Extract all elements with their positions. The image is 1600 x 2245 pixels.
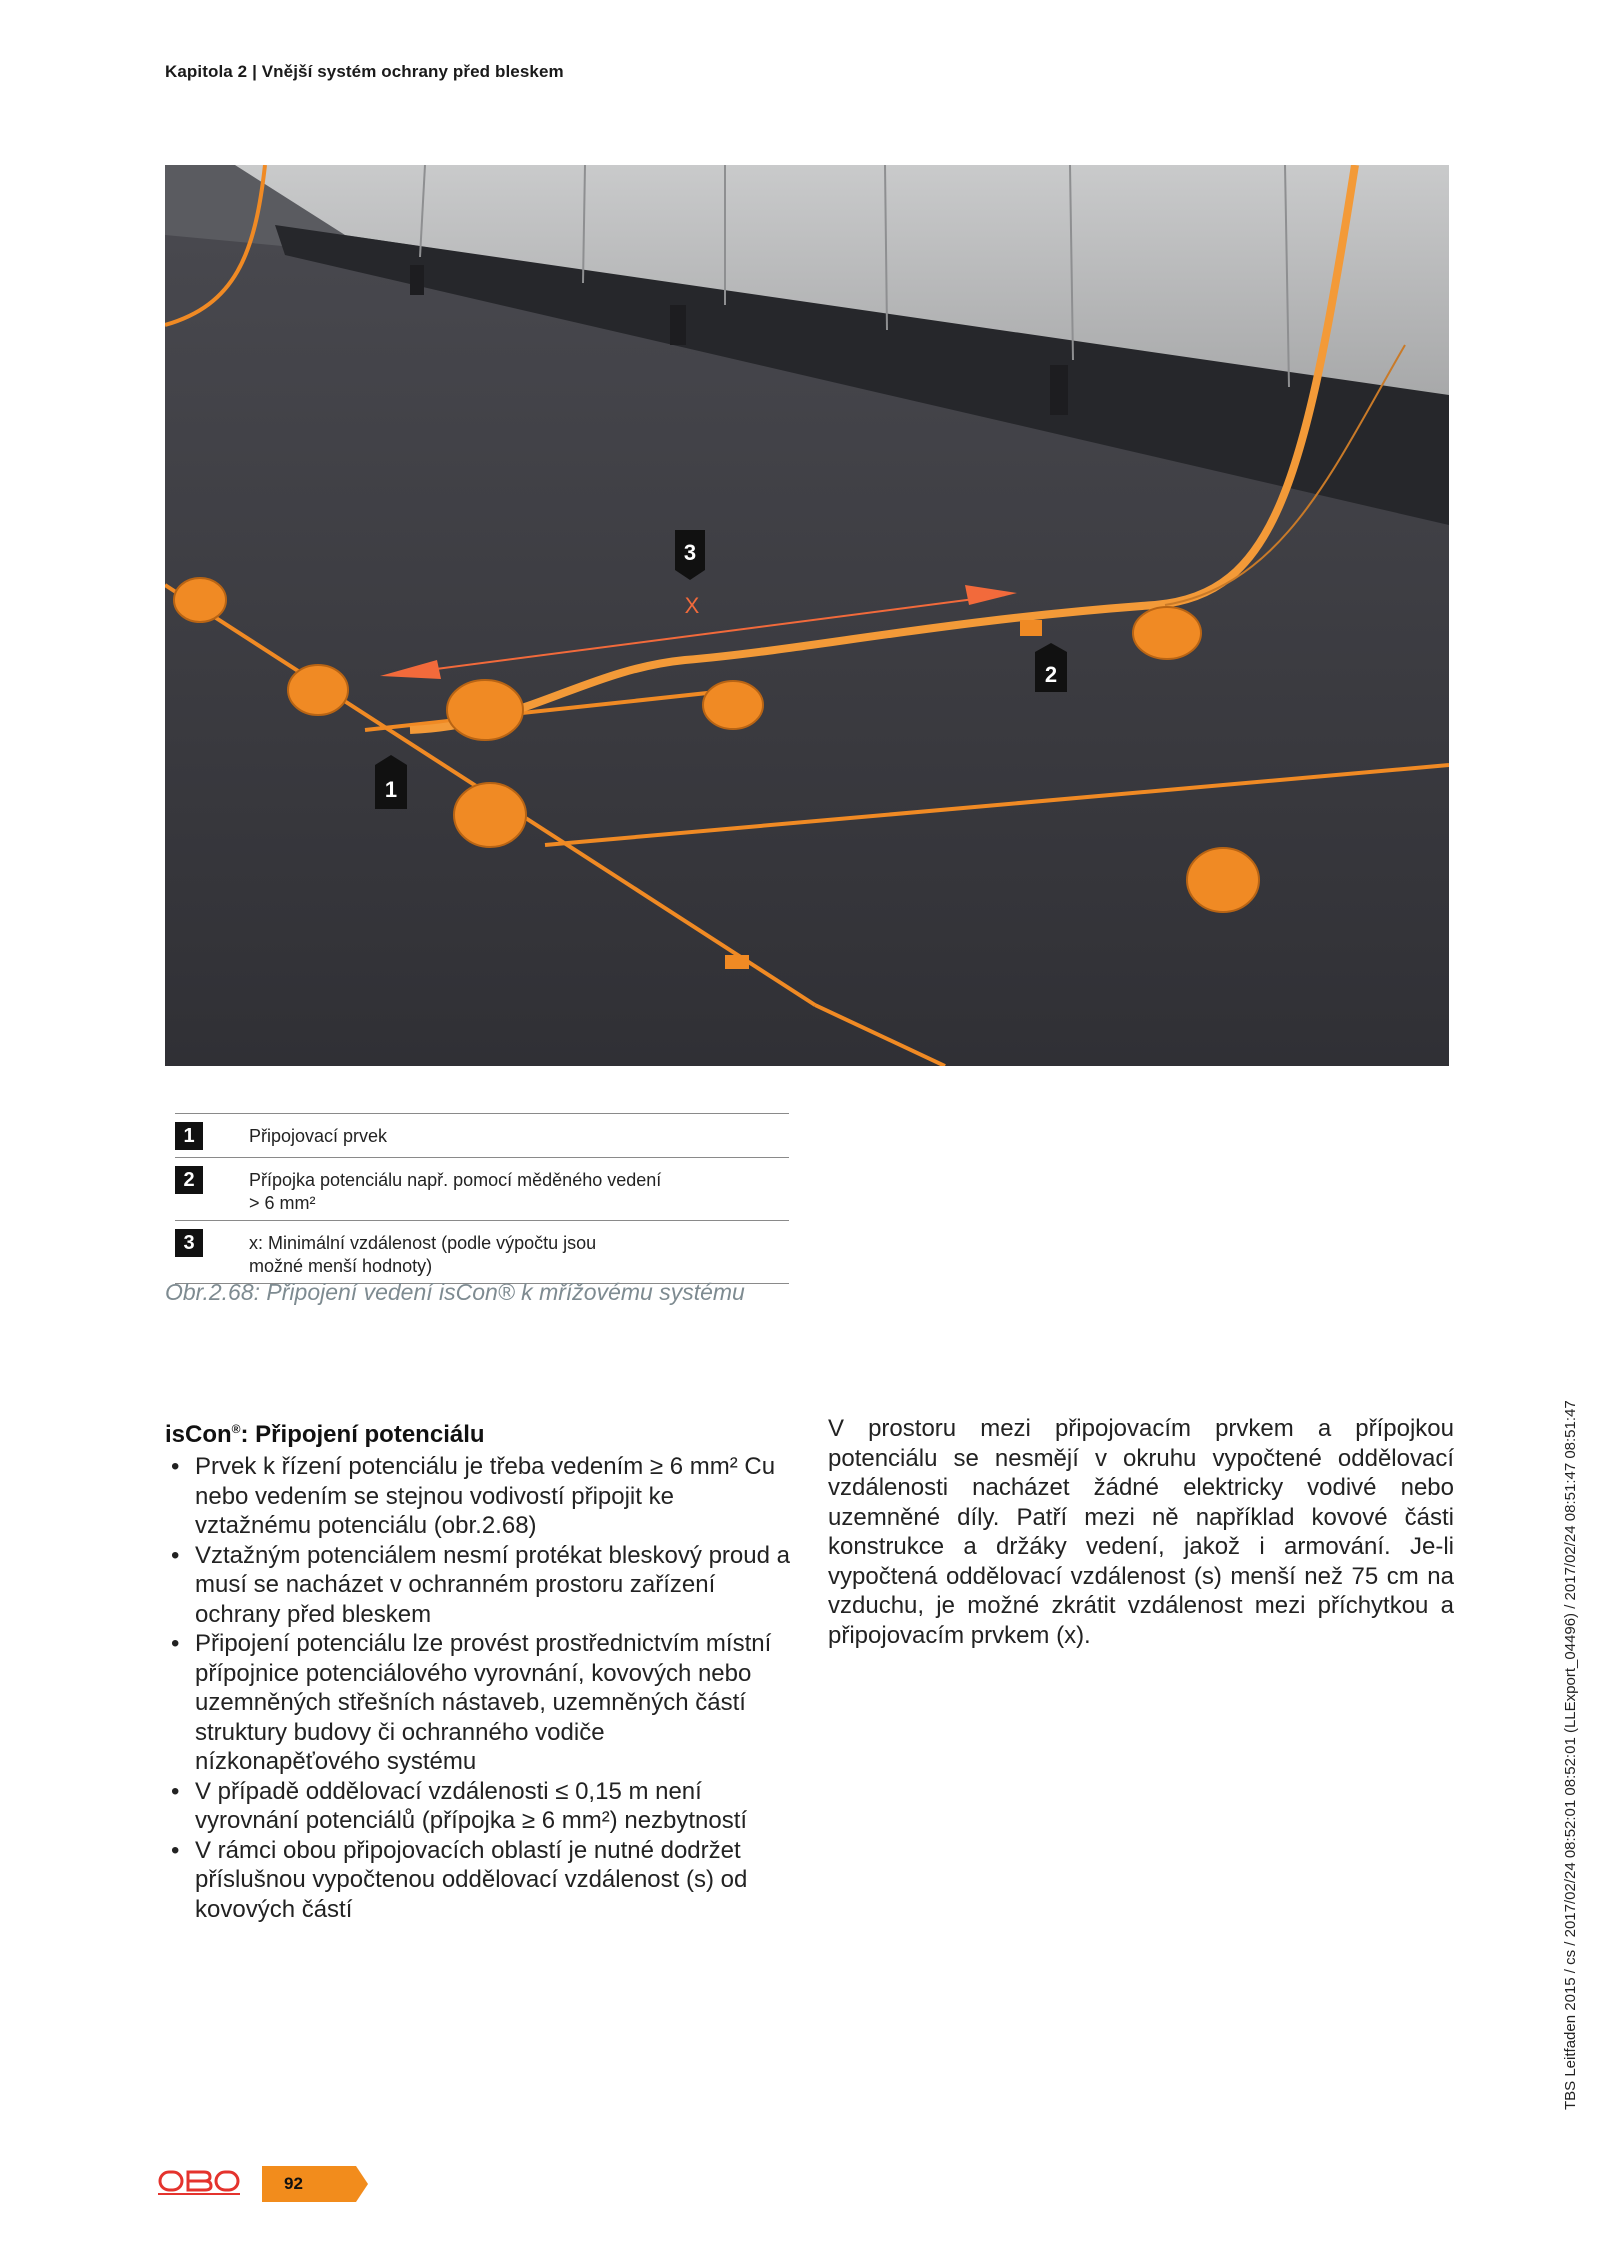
bullet-item: • Prvek k řízení potenciálu je třeba vedením ≥ 6 mm² Cu nebo vedením se stejnou vodivostí připojit ke vztažnému potenciálu (obr.2.68)	[165, 1452, 795, 1541]
legend-text: Přípojka potenciálu např. pomocí měděného vedení > 6 mm²	[249, 1170, 662, 1213]
page-number: 92	[284, 2174, 303, 2193]
svg-text:2: 2	[1044, 662, 1058, 687]
section-title: isCon®: Připojení potenciálu	[165, 1421, 485, 1448]
figure-caption: Obr.2.68: Připojení vedení isCon® k mřížovému systému	[165, 1279, 745, 1305]
figure-marker-3	[675, 530, 705, 580]
obo-logo	[158, 2166, 240, 2196]
sidebar-metadata: TBS Leitfaden 2015 / cs / 2017/02/24 08:52:01 08:52:01 (LLExport_04496) / 2017/02/24 08:51:47 08:51:47	[1562, 1400, 1579, 2110]
x-distance-label: X	[684, 593, 700, 618]
left-column	[165, 1414, 795, 1924]
figure-legend	[175, 1113, 789, 1284]
page-number-tab	[262, 2166, 368, 2202]
legend-number: 1	[175, 1122, 203, 1150]
bullet-list	[165, 1452, 795, 1924]
legend-text: Připojovací prvek	[249, 1126, 388, 1146]
right-column-paragraph: V prostoru mezi připojovacím prvkem a přípojkou potenciálu se nesmějí v okruhu vypočtené oddělovací vzdálenosti nacházet žádné elektricky vodivé nebo uzemněné díly. Patří mezi ně například kovové části konstrukce a držáky vedení, jakož i armování. Je-li vypočtená oddělovací vzdálenost (s) menší než 75 cm na vzduchu, je možné zkrátit vzdálenost mezi příchytkou a připojovacím prvkem (x).	[828, 1415, 1454, 1649]
legend-row	[175, 1158, 789, 1221]
bullet-item: • Vztažným potenciálem nesmí protékat bleskový proud a musí se nacházet v ochranném prostoru zařízení ochrany před bleskem	[165, 1541, 795, 1630]
bullet-item: • Připojení potenciálu lze provést prostřednictvím místní přípojnice potenciálového vyrovnání, kovových nebo uzemněných střešních nástaveb, uzemněných částí struktury budovy či ochranného vodiče nízkonapěťového systému	[165, 1629, 795, 1777]
legend-text: x: Minimální vzdálenost (podle výpočtu jsou možné menší hodnoty)	[249, 1233, 597, 1276]
figure-image	[165, 165, 1449, 1066]
bullet-item: • V případě oddělovací vzdálenosti ≤ 0,15 m není vyrovnání potenciálů (přípojka ≥ 6 mm²) nezbytností	[165, 1777, 795, 1836]
bullet-item: • V rámci obou připojovacích oblastí je nutné dodržet příslušnou vypočtenou oddělovací vzdálenost (s) od kovových částí	[165, 1836, 795, 1925]
svg-text:1: 1	[384, 777, 398, 802]
legend-number: 2	[175, 1166, 203, 1194]
figure-marker-1	[375, 755, 407, 809]
svg-text:3: 3	[683, 540, 697, 565]
legend-row	[175, 1221, 789, 1284]
legend-number: 3	[175, 1229, 203, 1257]
legend-row	[175, 1114, 789, 1158]
figure-marker-2	[1035, 643, 1067, 692]
page-header: Kapitola 2 | Vnější systém ochrany před bleskem	[165, 62, 564, 81]
